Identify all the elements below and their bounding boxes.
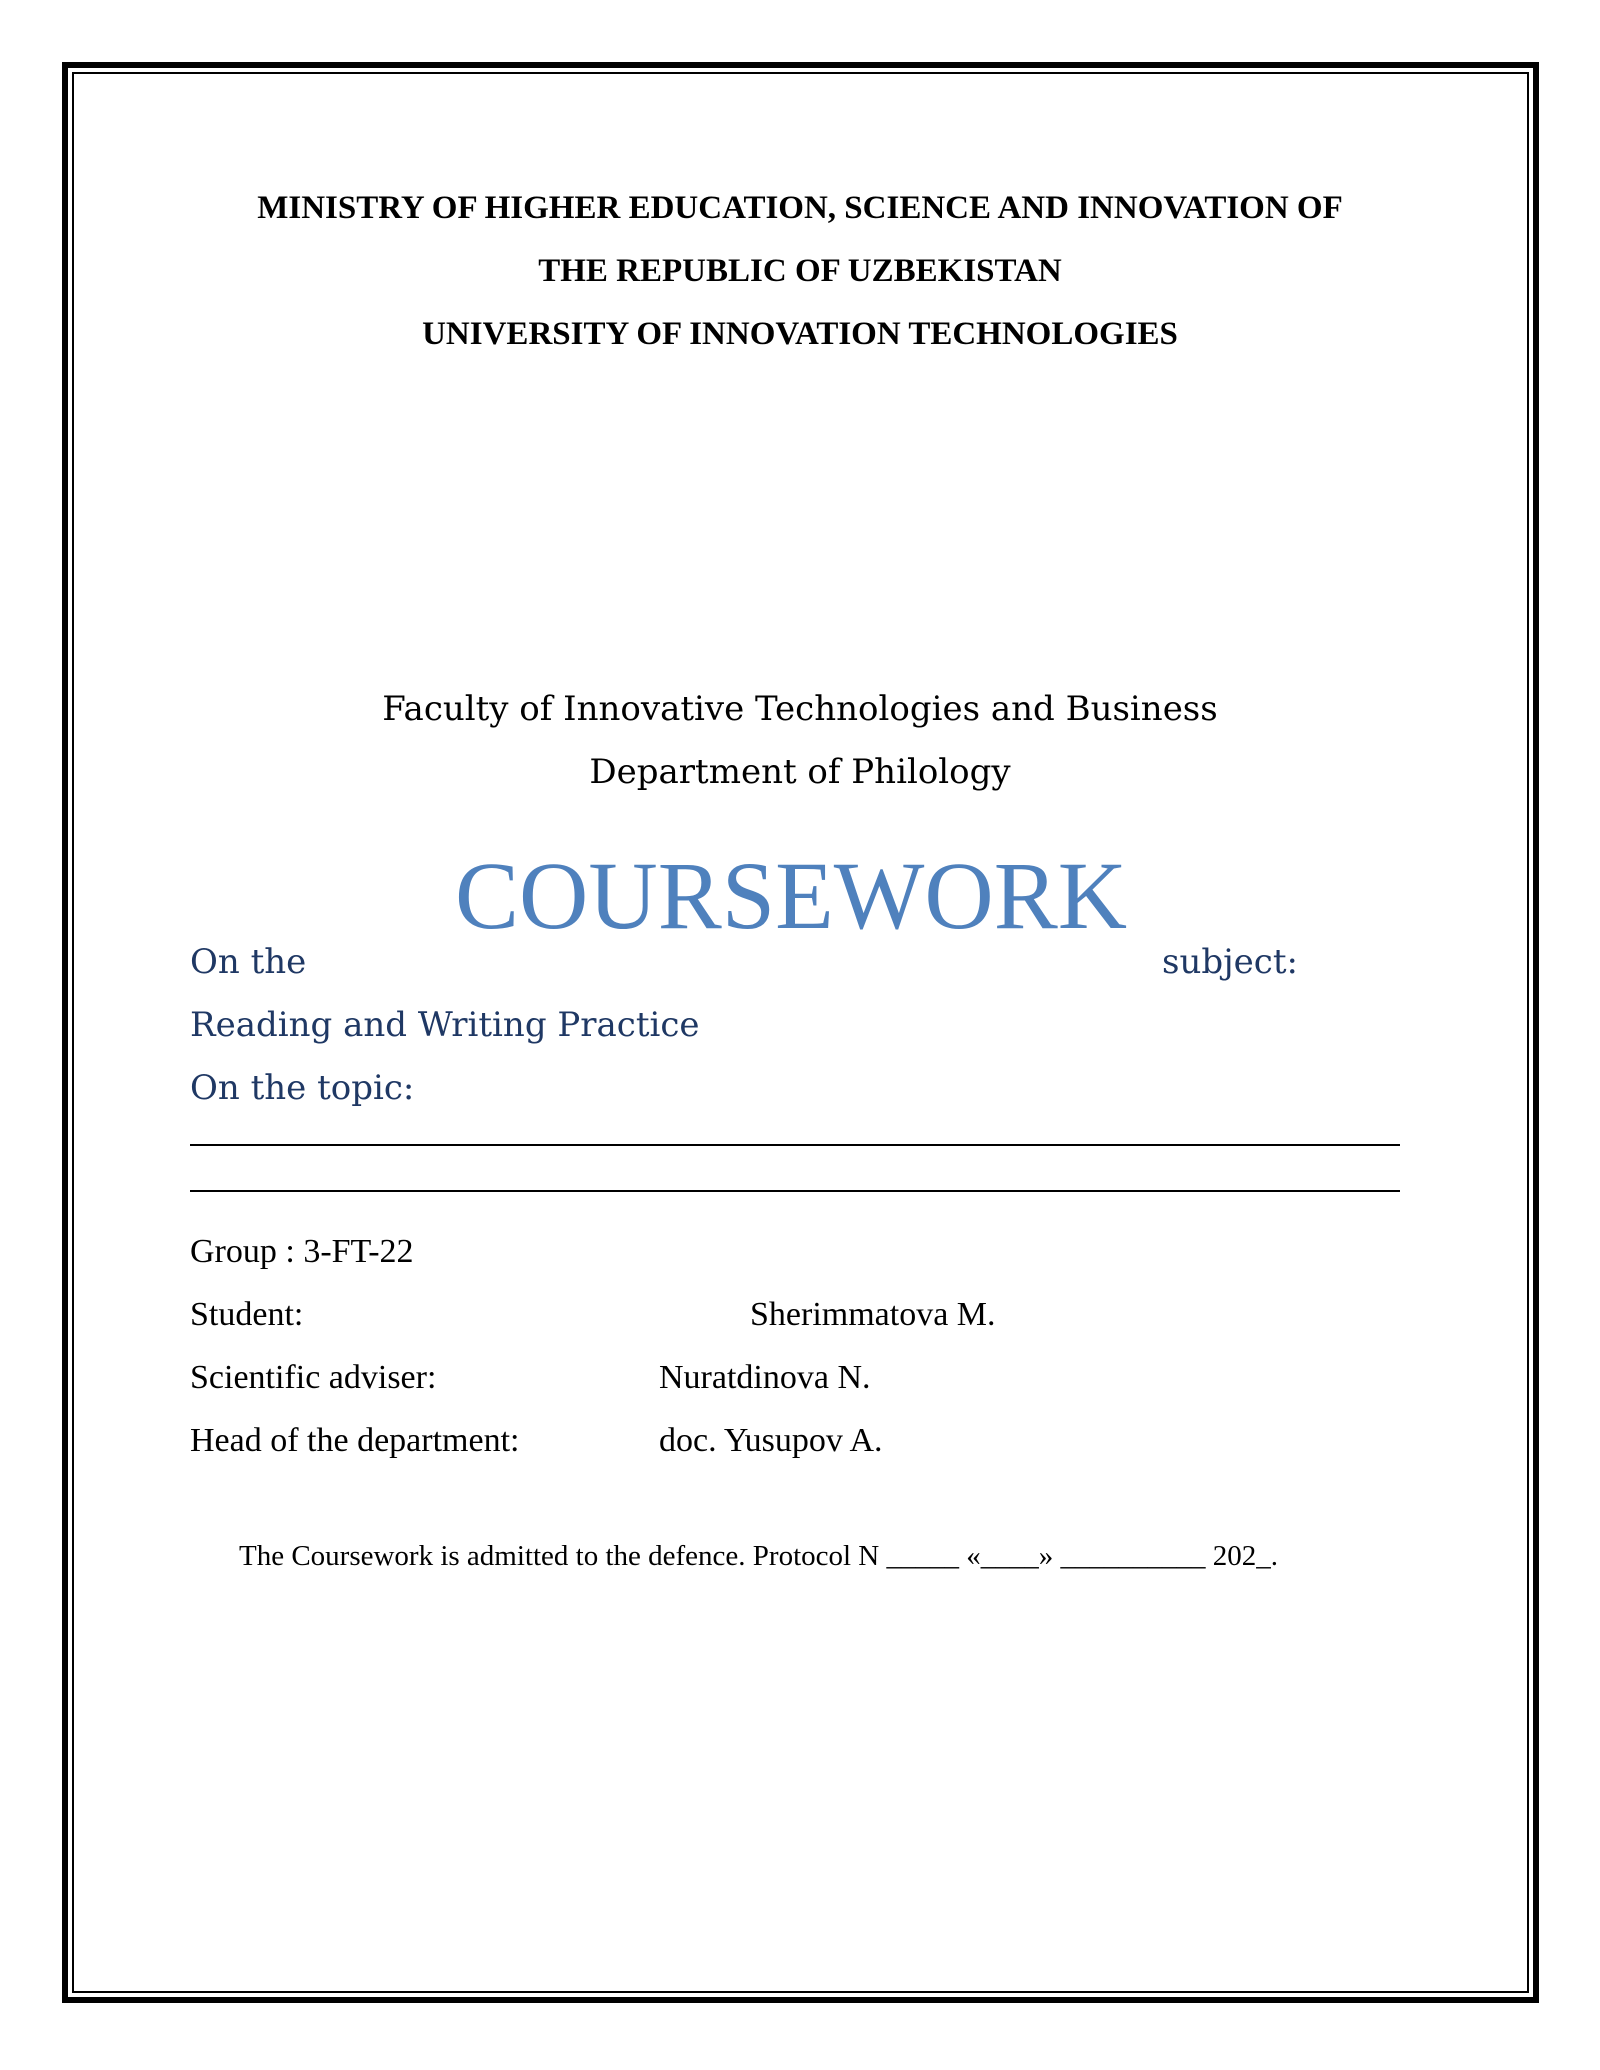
head-label: Head of the department: [190,1422,520,1459]
topic-line-2 [190,1190,1400,1192]
faculty-name: Faculty of Innovative Technologies and Business [382,689,1218,729]
subject-suffix: subject: [1162,942,1298,982]
header-republic: THE REPUBLIC OF UZBEKISTAN [538,253,1062,289]
student-value: Sherimmatova M. [750,1296,996,1333]
topic-line-1 [190,1144,1400,1146]
group-label: Group : 3-FT-22 [190,1233,414,1270]
topic-label: On the topic: [190,1068,415,1108]
adviser-label: Scientific adviser: [190,1359,437,1396]
student-label: Student: [190,1296,304,1333]
department-name: Department of Philology [589,752,1011,792]
document-title: COURSEWORK [455,842,1128,949]
header-university: UNIVERSITY OF INNOVATION TECHNOLOGIES [422,316,1178,352]
header-ministry: MINISTRY OF HIGHER EDUCATION, SCIENCE AND INNOVATION OF [257,190,1343,226]
subject-prefix: On the [190,942,307,982]
protocol-line: The Coursework is admitted to the defence. Protocol N _____ «____» __________ 202_. [239,1540,1279,1572]
head-value: doc. Yusupov A. [659,1422,883,1459]
adviser-value: Nuratdinova N. [659,1359,871,1396]
subject-value: Reading and Writing Practice [190,1005,700,1045]
